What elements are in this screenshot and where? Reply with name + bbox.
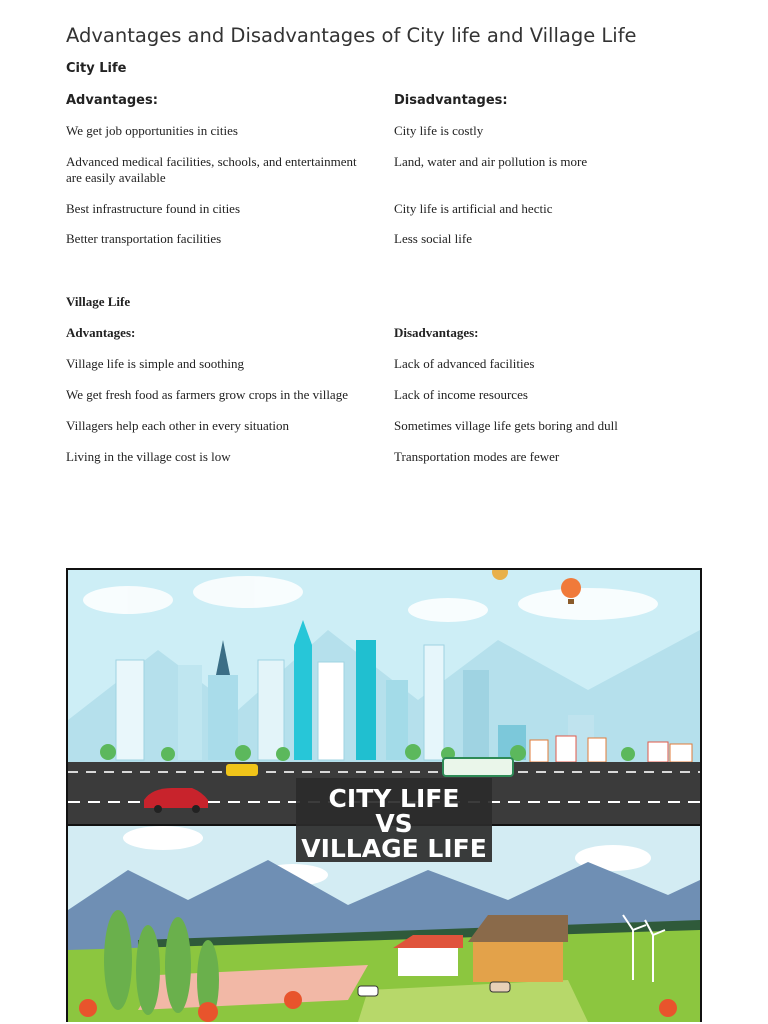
cow-icon: [358, 986, 378, 996]
list-item: Living in the village cost is low: [66, 449, 231, 464]
banner-line-1: CITY LIFE: [328, 784, 460, 813]
list-item: Less social life: [394, 231, 472, 246]
list-item: Lack of advanced facilities: [394, 356, 535, 371]
illustration-svg: [68, 570, 700, 1022]
village-advantages-heading: Advantages:: [66, 325, 136, 340]
list-item: Lack of income resources: [394, 387, 528, 402]
list-item: Advanced medical facilities, schools, and entertainment are easily available: [66, 154, 357, 185]
list-item: Sometimes village life gets boring and dull: [394, 418, 618, 433]
list-item: We get fresh food as farmers grow crops in the village: [66, 387, 348, 402]
city-vs-village-illustration: [66, 568, 702, 1022]
balloon-icon: [561, 578, 581, 598]
taxi-icon: [226, 764, 258, 776]
city-advantages-heading: Advantages:: [66, 93, 158, 108]
city-disadvantages-heading: Disadvantages:: [394, 93, 508, 108]
city-life-heading: City Life: [66, 61, 127, 76]
banner-line-3: VILLAGE LIFE: [301, 834, 487, 863]
list-item: Land, water and air pollution is more: [394, 154, 588, 169]
page-title: Advantages and Disadvantages of City life and Village Life: [66, 24, 637, 47]
banner-line-2: VS: [375, 809, 413, 838]
list-item: Villagers help each other in every situation: [66, 418, 290, 433]
bus-icon: [443, 758, 513, 776]
list-item: We get job opportunities in cities: [66, 123, 238, 138]
list-item: City life is costly: [394, 123, 484, 138]
village-life-heading: Village Life: [66, 294, 131, 309]
list-item: Transportation modes are fewer: [394, 449, 560, 464]
list-item: Village life is simple and soothing: [66, 356, 244, 371]
list-item: City life is artificial and hectic: [394, 201, 553, 216]
list-item: Better transportation facilities: [66, 231, 222, 246]
village-disadvantages-heading: Disadvantages:: [394, 325, 479, 340]
cow-icon: [490, 982, 510, 992]
list-item: Best infrastructure found in cities: [66, 201, 241, 216]
